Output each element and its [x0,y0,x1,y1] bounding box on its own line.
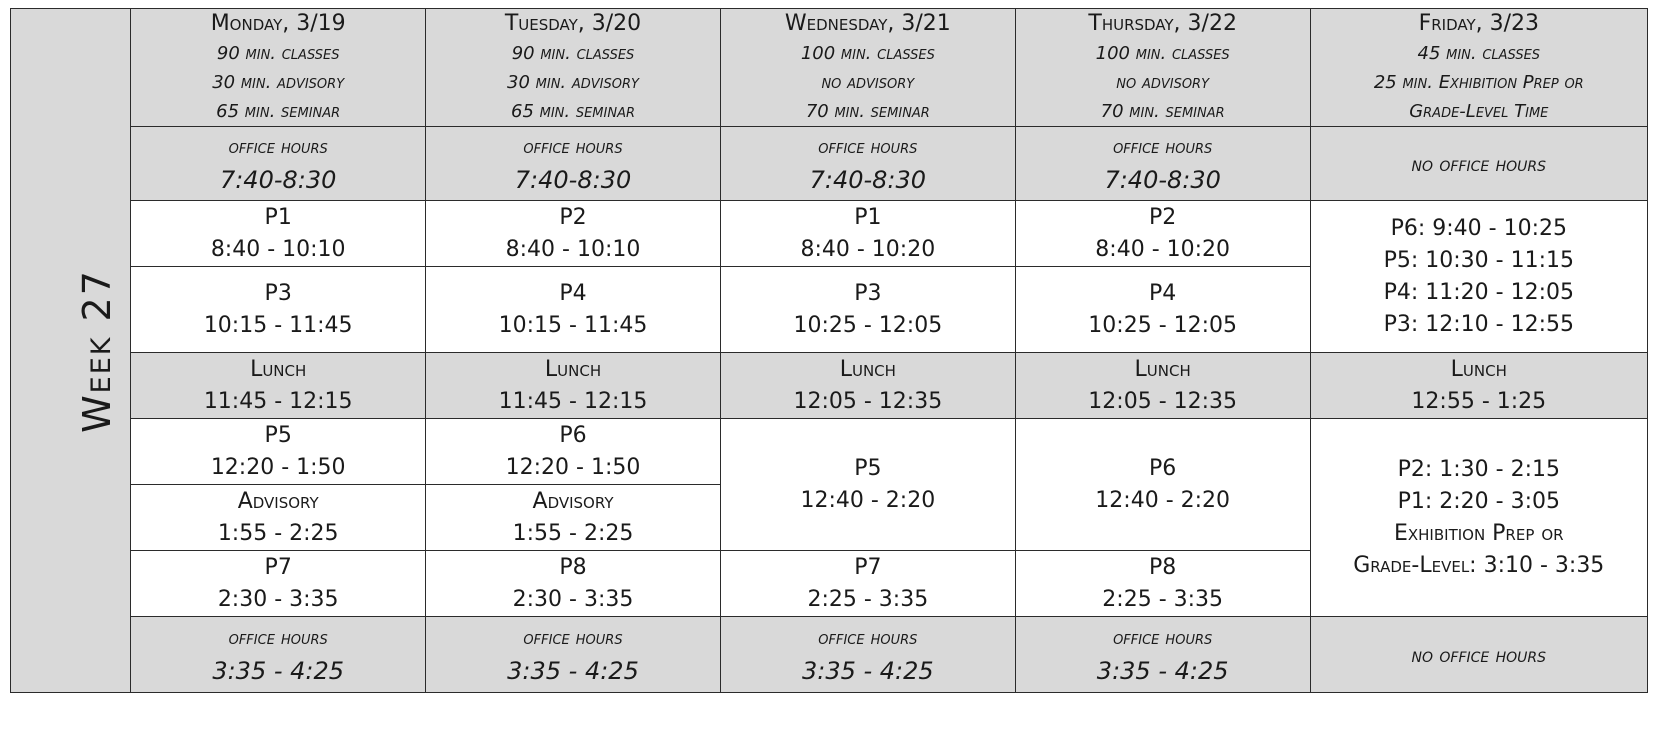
class-block-thursday-4 [1015,551,1310,617]
class-block-wednesday-4 [720,551,1015,617]
period-name: P4 [1149,280,1177,306]
lunch-wednesday [720,353,1015,419]
period-name: P2 [559,204,587,230]
lunch-label: Lunch [839,356,896,382]
period-name: P5 [264,422,292,448]
class-block-monday-4 [131,551,426,617]
period-name: P4 [559,280,587,306]
friday-period: P4: 11:20 - 12:05 [1383,279,1574,305]
office-hours-time: 3:35 - 4:25 [507,656,639,685]
day-header-thursday [1015,9,1310,127]
day-title: Wednesday, 3/21 [784,11,951,36]
office-hours-morning-tuesday [426,127,721,201]
period-time: 2:25 - 3:35 [807,586,929,612]
advisory-tuesday [426,485,721,551]
lunch-tuesday [426,353,721,419]
lunch-monday [131,353,426,419]
period-time: 10:25 - 12:05 [793,312,943,338]
period-name: P2 [1149,204,1177,230]
period-time: 12:20 - 1:50 [210,454,346,480]
lunch-time: 12:05 - 12:35 [793,388,943,414]
day-note: Grade-Level Time [1409,101,1549,122]
friday-period: P1: 2:20 - 3:05 [1397,488,1560,514]
class-block-wednesday-2 [720,267,1015,353]
period-name: P1 [854,204,882,230]
period-time: 12:20 - 1:50 [505,454,641,480]
advisory-time: 1:55 - 2:25 [217,520,339,546]
office-hours-afternoon-monday [131,617,426,693]
lunch-time: 11:45 - 12:15 [498,388,648,414]
period-name: P7 [854,554,882,580]
office-hours-label: office hours [228,626,328,649]
class-block-thursday-2 [1015,267,1310,353]
friday-period: P2: 1:30 - 2:15 [1397,456,1560,482]
office-hours-label: office hours [1113,135,1213,158]
office-hours-morning-monday [131,127,426,201]
office-hours-label: office hours [818,626,918,649]
period-name: P8 [1149,554,1177,580]
class-block-tuesday-2 [426,267,721,353]
class-block-wednesday-3 [720,419,1015,551]
period-name: P6 [559,422,587,448]
day-note: 90 min. classes [216,43,340,64]
day-note: 25 min. Exhibition Prep or [1373,72,1584,93]
office-hours-time: 7:40-8:30 [219,165,337,194]
office-hours-time: 7:40-8:30 [1104,165,1221,194]
day-note: 65 min. seminar [511,101,636,122]
day-note: no advisory [821,72,915,93]
office-hours-label: office hours [523,626,623,649]
office-hours-afternoon-thursday [1015,617,1310,693]
friday-period: P5: 10:30 - 11:15 [1383,247,1574,273]
day-note: 100 min. classes [800,43,935,64]
lunch-label: Lunch [544,356,602,382]
lunch-time: 12:55 - 1:25 [1411,388,1547,414]
lunch-label: Lunch [250,356,307,382]
period-name: P5 [854,455,882,481]
class-block-thursday-3 [1015,419,1310,551]
period-time: 8:40 - 10:20 [800,236,936,262]
period-name: P6 [1149,455,1177,481]
day-note: 65 min. seminar [216,101,341,122]
period-time: 12:40 - 2:20 [800,487,936,513]
day-note: 30 min. advisory [212,72,345,93]
office-hours-morning-thursday [1015,127,1310,201]
no-office-hours-label: no office hours [1411,151,1547,176]
office-hours-afternoon-tuesday [426,617,721,693]
advisory-monday [131,485,426,551]
class-block-wednesday-1 [720,201,1015,267]
friday-period: Exhibition Prep or [1393,520,1564,546]
period-time: 12:40 - 2:20 [1095,487,1231,513]
class-block-thursday-1 [1015,201,1310,267]
day-header-monday [131,9,426,127]
advisory-label: Advisory [237,488,319,514]
office-hours-label: office hours [1113,626,1213,649]
lunch-friday [1310,353,1647,419]
office-hours-time: 3:35 - 4:25 [801,656,934,685]
period-time: 2:25 - 3:35 [1102,586,1224,612]
class-block-monday-2 [131,267,426,353]
office-hours-time: 7:40-8:30 [514,165,632,194]
no-office-hours-morning-friday [1310,127,1647,201]
day-note: 100 min. classes [1095,43,1230,64]
office-hours-time: 3:35 - 4:25 [212,656,345,685]
period-name: P7 [264,554,292,580]
day-title: Monday, 3/19 [210,11,346,36]
class-block-friday-afternoon [1310,419,1647,617]
period-time: 8:40 - 10:10 [210,236,346,262]
lunch-time: 12:05 - 12:35 [1088,388,1238,414]
day-header-wednesday [720,9,1015,127]
day-note: 70 min. seminar [805,101,930,122]
day-note: 30 min. advisory [507,72,639,93]
period-name: P8 [559,554,587,580]
office-hours-label: office hours [818,135,918,158]
no-office-hours-afternoon-friday [1310,617,1647,693]
period-time: 10:15 - 11:45 [203,312,353,338]
no-office-hours-label: no office hours [1411,642,1547,667]
office-hours-label: office hours [523,135,623,158]
period-time: 10:15 - 11:45 [498,312,648,338]
class-block-tuesday-1 [426,201,721,267]
advisory-label: Advisory [532,488,614,514]
friday-period: Grade-Level: 3:10 - 3:35 [1353,552,1605,578]
day-note: 90 min. classes [511,43,635,64]
day-note: 45 min. classes [1417,43,1541,64]
office-hours-morning-wednesday [720,127,1015,201]
office-hours-afternoon-wednesday [720,617,1015,693]
lunch-label: Lunch [1450,356,1507,382]
class-block-friday-morning [1310,201,1647,353]
friday-period: P6: 9:40 - 10:25 [1390,215,1567,241]
period-time: 10:25 - 12:05 [1088,312,1238,338]
day-title: Friday, 3/23 [1418,11,1539,36]
day-title: Thursday, 3/22 [1088,11,1237,36]
week-label: Week 27 [74,268,119,433]
period-time: 8:40 - 10:10 [505,236,641,262]
class-block-monday-1 [131,201,426,267]
lunch-label: Lunch [1134,356,1191,382]
day-note: no advisory [1116,72,1210,93]
period-time: 8:40 - 10:20 [1095,236,1231,262]
day-header-tuesday [426,9,721,127]
friday-period: P3: 12:10 - 12:55 [1383,311,1574,337]
class-block-tuesday-3 [426,419,721,485]
day-header-friday [1310,9,1647,127]
day-note: 70 min. seminar [1100,101,1225,122]
lunch-time: 11:45 - 12:15 [203,388,353,414]
office-hours-time: 7:40-8:30 [809,165,927,194]
office-hours-label: office hours [228,135,328,158]
period-time: 2:30 - 3:35 [512,586,634,612]
lunch-thursday [1015,353,1310,419]
period-name: P3 [854,280,882,306]
week-label-cell [11,9,131,693]
office-hours-time: 3:35 - 4:25 [1096,656,1229,685]
period-time: 2:30 - 3:35 [217,586,339,612]
period-name: P3 [264,280,292,306]
week-schedule-table [10,8,1648,693]
day-title: Tuesday, 3/20 [504,11,642,36]
advisory-time: 1:55 - 2:25 [512,520,634,546]
class-block-monday-3 [131,419,426,485]
class-block-tuesday-4 [426,551,721,617]
period-name: P1 [264,204,292,230]
